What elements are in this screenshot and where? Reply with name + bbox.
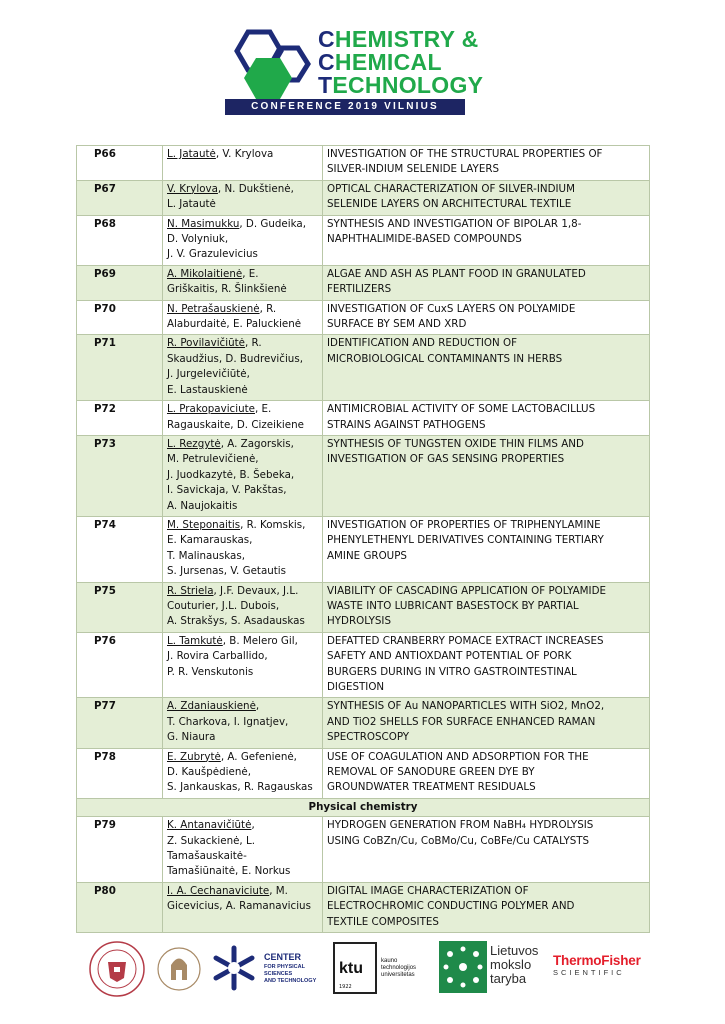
- poster-authors: [163, 632, 323, 698]
- research-council-emblem-icon: [438, 940, 488, 994]
- author-line: [167, 336, 319, 351]
- ktu-name-line: kauno: [381, 958, 398, 964]
- poster-id: P76: [77, 632, 163, 698]
- co-authors: , E.: [242, 267, 259, 280]
- sponsor-logos: [0, 930, 725, 1010]
- presenting-author: N. Masimukku: [167, 217, 240, 230]
- title-line: STRAINS AGAINST PATHOGENS: [327, 418, 486, 431]
- co-authors: , A. Gefenienė,: [220, 750, 297, 763]
- presenting-author: A. Zdaniauskienė: [167, 700, 256, 713]
- author-line: [167, 584, 319, 599]
- title-line: SELENIDE LAYERS ON ARCHITECTURAL TEXTILE: [327, 198, 572, 211]
- title-line: TEXTILE COMPOSITES: [327, 915, 439, 928]
- section-row: [77, 798, 650, 816]
- author-line: [167, 367, 319, 382]
- poster-id: P67: [77, 180, 163, 215]
- co-authors: I. Savickaja, V. Pakštas,: [167, 484, 287, 497]
- conference-brand-name: [318, 28, 483, 97]
- co-authors: J. Juodkazytė, B. Šebeka,: [167, 468, 295, 481]
- title-line: SYNTHESIS OF TUNGSTEN OXIDE THIN FILMS AND: [327, 437, 584, 450]
- presenting-author: L. Jatautė: [167, 148, 216, 160]
- poster-title: [323, 335, 650, 401]
- author-line: [167, 899, 319, 914]
- author-line: [167, 699, 319, 714]
- brand-initial: T: [318, 72, 333, 98]
- co-authors: T. Malinauskas,: [167, 549, 245, 562]
- author-line: [167, 499, 319, 514]
- poster-authors: [163, 582, 323, 632]
- title-line: INVESTIGATION OF THE STRUCTURAL PROPERTIES OF: [327, 148, 603, 160]
- poster-title: [323, 215, 650, 265]
- author-line: [167, 468, 319, 483]
- presenting-author: A. Mikolaitienė: [167, 267, 243, 280]
- title-line: ANTIMICROBIAL ACTIVITY OF SOME LACTOBACILLUS: [327, 403, 596, 416]
- poster-title: [323, 632, 650, 698]
- co-authors: , R.: [259, 302, 277, 315]
- co-authors: , A. Zagorskis,: [220, 437, 294, 450]
- presenting-author: L. Tamkutė: [167, 634, 223, 647]
- co-authors: Ragauskaite, D. Cizeikiene: [167, 418, 304, 431]
- ktu-name-line: universitetas: [381, 972, 415, 978]
- poster-authors: [163, 335, 323, 401]
- presenting-author: V. Krylova: [167, 182, 218, 195]
- co-authors: S. Jankauskas, R. Ragauskas: [167, 781, 313, 794]
- research-council-name: [490, 944, 538, 986]
- poster-authors: [163, 265, 323, 300]
- author-line: [167, 564, 319, 579]
- co-authors: , R.: [244, 337, 262, 350]
- author-line: [167, 383, 319, 398]
- author-line: [167, 780, 319, 795]
- co-authors: , B. Melero Gil,: [222, 634, 298, 647]
- poster-title: [323, 582, 650, 632]
- co-authors: Griškaitis, R. Šlinkšienė: [167, 283, 287, 296]
- thermofisher-wordmark: ThermoFisher: [553, 953, 641, 968]
- author-line: [167, 182, 319, 197]
- title-line: NAPHTHALIMIDE-BASED COMPOUNDS: [327, 233, 522, 246]
- poster-row: [77, 335, 650, 401]
- co-authors: , E.: [254, 403, 272, 416]
- ktu-year: 1922: [339, 984, 352, 990]
- title-line: IDENTIFICATION AND REDUCTION OF: [327, 337, 517, 350]
- poster-row: [77, 401, 650, 436]
- title-line: DIGESTION: [327, 681, 385, 693]
- poster-row: [77, 265, 650, 300]
- author-line: [167, 750, 319, 765]
- thermofisher-scientific: SCIENTIFIC: [553, 968, 625, 977]
- title-line: PHENYLETHENYL DERIVATIVES CONTAINING TERTIARY: [327, 534, 604, 547]
- center-physical-sciences-logo: [208, 942, 328, 994]
- cps-title: [264, 952, 301, 962]
- author-line: [167, 232, 319, 247]
- poster-authors: [163, 146, 323, 181]
- presenting-author: R. Striela: [167, 584, 214, 597]
- co-authors: L. Jatautė: [167, 198, 216, 211]
- title-line: SAFETY AND ANTIOXDANT POTENTIAL OF PORK: [327, 650, 572, 663]
- co-authors: E. Kamarauskas,: [167, 534, 253, 547]
- co-authors: P. R. Venskutonis: [167, 665, 254, 678]
- brand-line: [318, 51, 483, 74]
- presenting-author: I. A. Cechanaviciute: [167, 884, 270, 897]
- ktu-logo: [333, 942, 425, 994]
- section-heading: Physical chemistry: [77, 798, 650, 816]
- title-line: SILVER-INDIUM SELENIDE LAYERS: [327, 163, 500, 176]
- poster-title: [323, 748, 650, 798]
- poster-id: P66: [77, 146, 163, 181]
- author-line: [167, 302, 319, 317]
- ktu-name-line: technologijos: [381, 965, 417, 971]
- research-council-logo: [438, 938, 548, 996]
- poster-authors: [163, 817, 323, 883]
- poster-title: [323, 516, 650, 582]
- poster-id: P80: [77, 882, 163, 932]
- poster-title: [323, 146, 650, 181]
- academy-seal-icon: [156, 940, 202, 998]
- title-line: SURFACE BY SEM AND XRD: [327, 318, 467, 331]
- poster-program-table: [76, 145, 650, 933]
- co-authors: ,: [251, 819, 255, 832]
- title-line: INVESTIGATION OF CuxS LAYERS ON POLYAMIDE: [327, 302, 576, 315]
- co-authors: Tamašiūnaitė, E. Norkus: [167, 865, 291, 878]
- author-line: [167, 352, 319, 367]
- author-line: [167, 849, 319, 864]
- title-line: SYNTHESIS OF Au NANOPARTICLES WITH SiO2, MnO2,: [327, 700, 605, 713]
- title-line: USE OF COAGULATION AND ADSORPTION FOR THE: [327, 750, 589, 763]
- brand-line: [318, 74, 483, 97]
- poster-authors: [163, 300, 323, 335]
- co-authors: Couturier, J.L. Dubois,: [167, 599, 280, 612]
- poster-authors: [163, 215, 323, 265]
- co-authors: A. Naujokaitis: [167, 499, 238, 512]
- co-authors: , N. Dukštienė,: [217, 182, 294, 195]
- author-line: [167, 533, 319, 548]
- title-line: VIABILITY OF CASCADING APPLICATION OF POLYAMIDE: [327, 584, 607, 597]
- author-line: [167, 864, 319, 879]
- author-line: [167, 715, 319, 730]
- author-line: [167, 247, 319, 262]
- poster-authors: [163, 698, 323, 748]
- co-authors: A. Strakšys, S. Asadauskas: [167, 615, 305, 628]
- poster-title: [323, 817, 650, 883]
- co-authors: , V. Krylova: [215, 148, 274, 160]
- author-line: [167, 402, 319, 417]
- co-authors: Tamašauskaitė-: [167, 850, 247, 863]
- title-line: USING CoBZn/Cu, CoBMo/Cu, CoBFe/Cu CATALYSTS: [327, 834, 590, 847]
- research-council-name-line: Lietuvos: [490, 943, 539, 958]
- author-line: [167, 818, 319, 833]
- brand-initial: C: [318, 49, 335, 75]
- poster-id: P71: [77, 335, 163, 401]
- ktu-wordmark: ktu: [339, 960, 363, 977]
- cps-subtitle-line: AND TECHNOLOGY: [264, 978, 317, 984]
- author-line: [167, 884, 319, 899]
- poster-row: [77, 180, 650, 215]
- co-authors: , J.F. Devaux, J.L.: [213, 584, 299, 597]
- co-authors: S. Jursenas, V. Getautis: [167, 565, 287, 578]
- poster-row: [77, 300, 650, 335]
- poster-id: P72: [77, 401, 163, 436]
- poster-row: [77, 435, 650, 516]
- poster-id: P73: [77, 435, 163, 516]
- poster-row: [77, 582, 650, 632]
- co-authors: Z. Sukackienė, L.: [167, 834, 255, 847]
- poster-id: P77: [77, 698, 163, 748]
- co-authors: Gicevicius, A. Ramanavicius: [167, 900, 311, 913]
- research-council-name-line: taryba: [490, 971, 527, 986]
- poster-title: [323, 265, 650, 300]
- author-line: [167, 483, 319, 498]
- hexagon-logo-icon: [218, 28, 314, 106]
- brand-word: HEMISTRY &: [334, 26, 479, 52]
- author-line: [167, 267, 319, 282]
- author-line: [167, 217, 319, 232]
- title-line: WASTE INTO LUBRICANT BASESTOCK BY PARTIAL: [327, 599, 579, 612]
- brand-word: ECHNOLOGY: [332, 72, 484, 98]
- title-line: OPTICAL CHARACTERIZATION OF SILVER-INDIUM: [327, 182, 575, 195]
- poster-title: [323, 300, 650, 335]
- title-line: INVESTIGATION OF GAS SENSING PROPERTIES: [327, 453, 565, 466]
- poster-row: [77, 748, 650, 798]
- presenting-author: L. Rezgytė: [167, 437, 221, 450]
- poster-id: P70: [77, 300, 163, 335]
- title-line: HYDROGEN GENERATION FROM NaBH₄ HYDROLYSIS: [327, 819, 594, 832]
- thermofisher-logo: [553, 954, 648, 977]
- research-council-name-line: mokslo: [490, 957, 532, 972]
- poster-row: [77, 698, 650, 748]
- poster-authors: [163, 882, 323, 932]
- co-authors: ,: [255, 700, 260, 713]
- presenting-author: L. Prakopaviciute: [167, 403, 255, 416]
- author-line: [167, 665, 319, 680]
- poster-row: [77, 632, 650, 698]
- conference-year-banner: CONFERENCE 2019 VILNIUS: [225, 99, 465, 115]
- poster-id: P74: [77, 516, 163, 582]
- co-authors: J. V. Grazulevicius: [167, 248, 258, 261]
- author-line: [167, 317, 319, 332]
- title-line: REMOVAL OF SANODURE GREEN DYE BY: [327, 766, 535, 779]
- title-line: SYNTHESIS AND INVESTIGATION OF BIPOLAR 1,8-: [327, 217, 582, 230]
- co-authors: J. Rovira Carballido,: [167, 650, 268, 663]
- title-line: FERTILIZERS: [327, 283, 392, 296]
- title-line: DEFATTED CRANBERRY POMACE EXTRACT INCREASES: [327, 634, 604, 647]
- poster-title: [323, 435, 650, 516]
- poster-id: P69: [77, 265, 163, 300]
- author-line: [167, 730, 319, 745]
- ktu-box: [333, 942, 377, 994]
- author-line: [167, 437, 319, 452]
- brand-line: [318, 28, 483, 51]
- co-authors: , R. Komskis,: [240, 518, 306, 531]
- poster-id: P79: [77, 817, 163, 883]
- title-line: ALGAE AND ASH AS PLANT FOOD IN GRANULATED: [327, 267, 586, 280]
- title-line: GROUNDWATER TREATMENT RESIDUALS: [327, 781, 536, 794]
- poster-id: P68: [77, 215, 163, 265]
- poster-id: P75: [77, 582, 163, 632]
- co-authors: Skaudžius, D. Budrevičius,: [167, 352, 303, 365]
- author-line: [167, 197, 319, 212]
- poster-authors: [163, 748, 323, 798]
- poster-id: P78: [77, 748, 163, 798]
- poster-row: [77, 215, 650, 265]
- author-line: [167, 765, 319, 780]
- author-line: [167, 834, 319, 849]
- presenting-author: K. Antanavičiūtė: [167, 819, 252, 832]
- presenting-author: N. Petrašauskienė: [167, 302, 260, 315]
- co-authors: T. Charkova, I. Ignatjev,: [167, 715, 289, 728]
- cps-subtitle-line: FOR PHYSICAL SCIENCES: [264, 964, 305, 977]
- brand-initial: C: [318, 26, 335, 52]
- poster-title: [323, 882, 650, 932]
- author-line: [167, 282, 319, 297]
- author-line: [167, 599, 319, 614]
- title-line: ELECTROCHROMIC CONDUCTING POLYMER AND: [327, 900, 575, 913]
- title-line: AND TiO2 SHELLS FOR SURFACE ENHANCED RAMAN: [327, 715, 596, 728]
- author-line: [167, 147, 319, 162]
- ftmc-star-icon: [208, 944, 260, 992]
- presenting-author: M. Steponaitis: [167, 518, 241, 531]
- co-authors: E. Lastauskienė: [167, 383, 248, 396]
- vilnius-university-seal-icon: [88, 940, 146, 998]
- poster-row: [77, 817, 650, 883]
- author-line: [167, 634, 319, 649]
- author-line: [167, 418, 319, 433]
- author-line: [167, 452, 319, 467]
- title-line: MICROBIOLOGICAL CONTAMINANTS IN HERBS: [327, 352, 563, 365]
- co-authors: G. Niaura: [167, 731, 216, 744]
- title-line: HYDROLYSIS: [327, 615, 391, 628]
- poster-row: [77, 146, 650, 181]
- co-authors: D. Kaušpėdienė,: [167, 766, 251, 779]
- co-authors: J. Jurgelevičiūtė,: [167, 368, 250, 381]
- co-authors: , M.: [269, 884, 288, 897]
- co-authors: D. Volyniuk,: [167, 233, 229, 246]
- ktu-name: [381, 958, 416, 979]
- cps-subtitle: [264, 964, 328, 985]
- author-line: [167, 549, 319, 564]
- poster-row: [77, 882, 650, 932]
- cps-title-line: CENTER: [264, 952, 302, 962]
- title-line: AMINE GROUPS: [327, 549, 407, 562]
- poster-title: [323, 698, 650, 748]
- poster-authors: [163, 435, 323, 516]
- presenting-author: R. Povilavičiūtė: [167, 337, 245, 350]
- author-line: [167, 614, 319, 629]
- co-authors: M. Petrulevičienė,: [167, 453, 259, 466]
- poster-authors: [163, 180, 323, 215]
- poster-authors: [163, 516, 323, 582]
- title-line: SPECTROSCOPY: [327, 731, 410, 744]
- author-line: [167, 649, 319, 664]
- brand-word: HEMICAL: [334, 49, 442, 75]
- title-line: BURGERS DURING IN VITRO GASTROINTESTINAL: [327, 665, 577, 678]
- poster-title: [323, 180, 650, 215]
- title-line: INVESTIGATION OF PROPERTIES OF TRIPHENYLAMINE: [327, 518, 601, 531]
- co-authors: , D. Gudeika,: [239, 217, 306, 230]
- presenting-author: E. Zubrytė: [167, 750, 221, 763]
- conference-header: [0, 0, 725, 125]
- author-line: [167, 518, 319, 533]
- title-line: DIGITAL IMAGE CHARACTERIZATION OF: [327, 884, 529, 897]
- co-authors: Alaburdaitė, E. Paluckienė: [167, 318, 302, 331]
- poster-authors: [163, 401, 323, 436]
- poster-row: [77, 516, 650, 582]
- poster-title: [323, 401, 650, 436]
